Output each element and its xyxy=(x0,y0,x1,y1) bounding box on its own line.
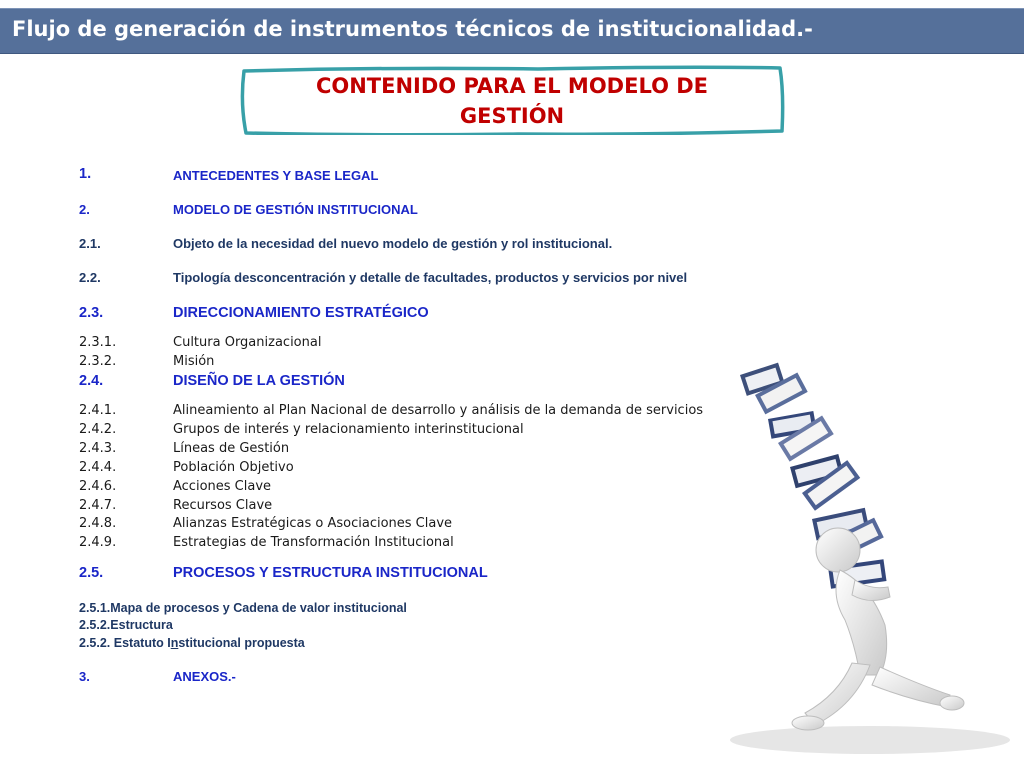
toc-item-2-5-2-estatuto: 2.5.2. Estatuto Institucional propuesta xyxy=(79,636,305,650)
person-carrying-books-illustration xyxy=(720,355,1020,765)
slide-title: Flujo de generación de instrumentos técnicos de institucionalidad.- xyxy=(12,17,813,41)
content-title xyxy=(238,71,786,131)
content-title-line1: CONTENIDO PARA EL MODELO DE xyxy=(315,74,709,98)
content-title-box xyxy=(238,63,786,135)
stick-figure xyxy=(792,528,964,730)
toc-item-2-5-2-estructura: 2.5.2.Estructura xyxy=(79,618,173,632)
toc-item-2-5-1: 2.5.1.Mapa de procesos y Cadena de valor institucional xyxy=(79,601,407,615)
content-title-line2: GESTIÓN xyxy=(459,104,565,128)
floor-shadow xyxy=(730,726,1010,754)
title-bar xyxy=(0,8,1024,54)
book-stack xyxy=(740,363,887,589)
